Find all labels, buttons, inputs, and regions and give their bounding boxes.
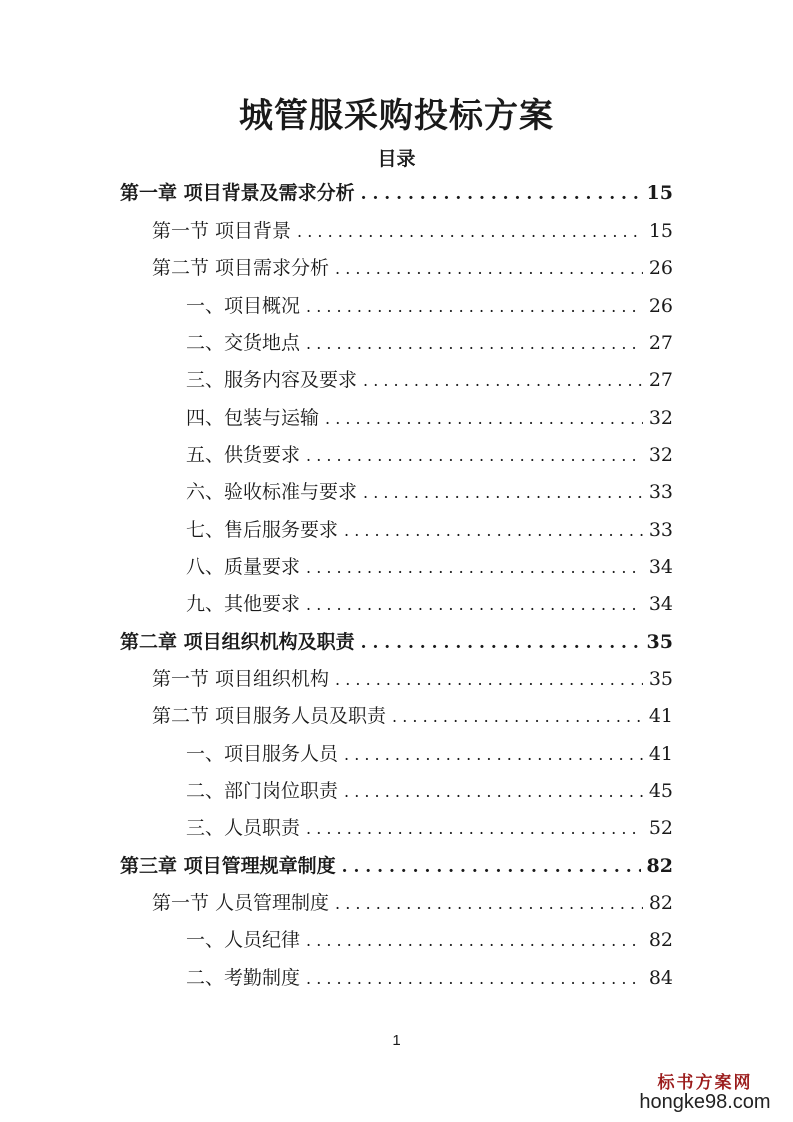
toc-subsection[interactable] bbox=[186, 963, 673, 993]
toc-entry-label: 第三章 项目管理规章制度 bbox=[120, 855, 336, 877]
toc-entry-page: 27 bbox=[648, 332, 673, 354]
toc-leader-dots bbox=[335, 665, 643, 695]
toc-entry-page: 35 bbox=[648, 668, 673, 690]
toc-entry-page: 27 bbox=[648, 369, 673, 391]
toc-entry-page: 15 bbox=[646, 182, 673, 204]
toc-chapter-1[interactable] bbox=[120, 178, 673, 208]
toc-entry-page: 41 bbox=[648, 705, 673, 727]
watermark-url: hongke98.com bbox=[639, 1091, 771, 1113]
toc-entry-page: 34 bbox=[648, 593, 673, 615]
toc-entry-label: 七、售后服务要求 bbox=[186, 519, 339, 541]
toc-subsection[interactable] bbox=[186, 328, 673, 358]
toc-leader-dots bbox=[306, 814, 643, 844]
toc-subsection[interactable] bbox=[186, 739, 673, 769]
toc-leader-dots bbox=[306, 964, 643, 994]
toc-entry-page: 82 bbox=[646, 855, 673, 877]
toc-leader-dots bbox=[306, 329, 643, 359]
toc-entry-label: 第二章 项目组织机构及职责 bbox=[120, 631, 355, 653]
toc-leader-dots bbox=[344, 516, 643, 546]
toc-entry-page: 15 bbox=[648, 220, 673, 242]
toc-section[interactable] bbox=[152, 701, 673, 731]
toc-leader-dots bbox=[392, 702, 643, 732]
toc-entry-label: 二、交货地点 bbox=[186, 332, 301, 354]
toc-entry-page: 82 bbox=[648, 929, 673, 951]
toc-subsection[interactable] bbox=[186, 776, 673, 806]
toc-entry-page: 84 bbox=[648, 967, 673, 989]
watermark bbox=[635, 1068, 775, 1114]
toc-entry-page: 35 bbox=[646, 631, 673, 653]
toc-section[interactable] bbox=[152, 253, 673, 283]
toc-entry-page: 82 bbox=[648, 892, 673, 914]
toc-entry-label: 三、服务内容及要求 bbox=[186, 369, 358, 391]
toc-entry-label: 六、验收标准与要求 bbox=[186, 481, 358, 503]
document-title: 城管服采购投标方案 bbox=[239, 96, 554, 136]
toc-leader-dots bbox=[297, 217, 643, 247]
toc-entry-label: 四、包装与运输 bbox=[186, 407, 320, 429]
toc-leader-dots bbox=[344, 740, 643, 770]
toc-section[interactable] bbox=[152, 888, 673, 918]
toc-subsection[interactable] bbox=[186, 552, 673, 582]
toc-entry-page: 32 bbox=[648, 407, 673, 429]
toc-entry-label: 第二节 项目需求分析 bbox=[152, 257, 330, 279]
toc-leader-dots bbox=[335, 254, 643, 284]
toc-entry-label: 三、人员职责 bbox=[186, 817, 301, 839]
toc-subsection[interactable] bbox=[186, 291, 673, 321]
toc-entry-page: 52 bbox=[648, 817, 673, 839]
toc-subsection[interactable] bbox=[186, 589, 673, 619]
toc-entry-label: 二、部门岗位职责 bbox=[186, 780, 339, 802]
toc-subsection[interactable] bbox=[186, 477, 673, 507]
toc-subsection[interactable] bbox=[186, 440, 673, 470]
toc-entry-label: 一、人员纪律 bbox=[186, 929, 301, 951]
toc-section[interactable] bbox=[152, 664, 673, 694]
toc-entry-label: 九、其他要求 bbox=[186, 593, 301, 615]
toc-leader-dots bbox=[306, 590, 643, 620]
toc-leader-dots bbox=[306, 926, 643, 956]
toc-leader-dots bbox=[342, 852, 641, 882]
toc-subsection[interactable] bbox=[186, 403, 673, 433]
watermark-name: 标书方案网 bbox=[657, 1073, 753, 1093]
toc-leader-dots bbox=[306, 441, 643, 471]
toc-entry-label: 第一章 项目背景及需求分析 bbox=[120, 182, 355, 204]
toc-entry-label: 第一节 项目背景 bbox=[152, 220, 292, 242]
toc-entry-page: 32 bbox=[648, 444, 673, 466]
toc-entry-label: 八、质量要求 bbox=[186, 556, 301, 578]
toc-entry-page: 33 bbox=[648, 481, 673, 503]
toc-subsection[interactable] bbox=[186, 365, 673, 395]
toc-entry-label: 一、项目服务人员 bbox=[186, 743, 339, 765]
toc-leader-dots bbox=[361, 179, 641, 209]
toc-entry-label: 第一节 人员管理制度 bbox=[152, 892, 330, 914]
toc-entry-page: 45 bbox=[648, 780, 673, 802]
toc-entry-label: 五、供货要求 bbox=[186, 444, 301, 466]
toc-entry-page: 26 bbox=[648, 257, 673, 279]
toc-entry-page: 33 bbox=[648, 519, 673, 541]
toc-leader-dots bbox=[361, 628, 641, 658]
toc-heading: 目录 bbox=[377, 148, 416, 170]
toc-subsection[interactable] bbox=[186, 515, 673, 545]
toc-leader-dots bbox=[306, 292, 643, 322]
toc-leader-dots bbox=[306, 553, 643, 583]
toc-entry-label: 二、考勤制度 bbox=[186, 967, 301, 989]
toc-entry-label: 一、项目概况 bbox=[186, 295, 301, 317]
toc-chapter-2[interactable] bbox=[120, 627, 673, 657]
toc-entry-page: 41 bbox=[648, 743, 673, 765]
page-number: 1 bbox=[392, 1032, 401, 1049]
toc-entry-page: 26 bbox=[648, 295, 673, 317]
toc-section[interactable] bbox=[152, 216, 673, 246]
toc-subsection[interactable] bbox=[186, 813, 673, 843]
toc-subsection[interactable] bbox=[186, 925, 673, 955]
toc-leader-dots bbox=[363, 478, 643, 508]
toc-leader-dots bbox=[344, 777, 643, 807]
toc-leader-dots bbox=[325, 404, 643, 434]
toc-entry-label: 第一节 项目组织机构 bbox=[152, 668, 330, 690]
toc-chapter-3[interactable] bbox=[120, 851, 673, 881]
toc-leader-dots bbox=[335, 889, 643, 919]
toc-leader-dots bbox=[363, 366, 643, 396]
toc-entry-page: 34 bbox=[648, 556, 673, 578]
toc-entry-label: 第二节 项目服务人员及职责 bbox=[152, 705, 387, 727]
